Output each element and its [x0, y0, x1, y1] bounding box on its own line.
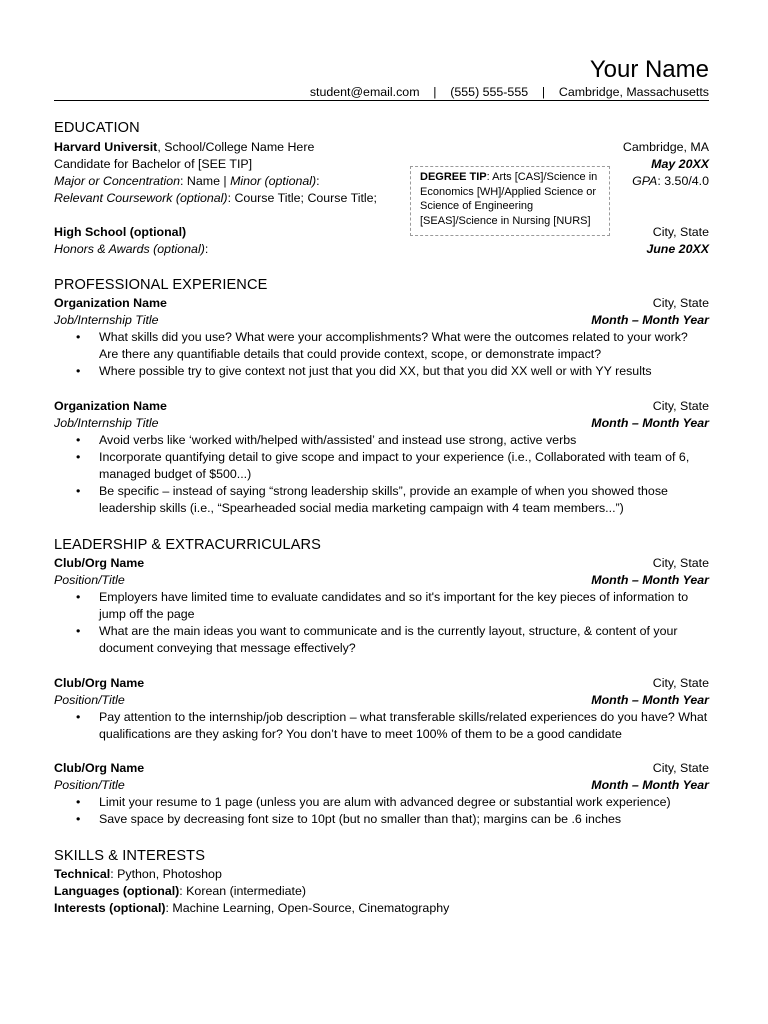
- skills-technical-row: [54, 866, 709, 883]
- experience-bullets: [54, 432, 709, 517]
- high-school-row: [54, 224, 709, 241]
- skill-value: : Machine Learning, Open-Source, Cinematography: [165, 901, 450, 915]
- organization-location: City, State: [652, 296, 709, 310]
- experience-bullets: [54, 329, 709, 380]
- honors-end: :: [204, 242, 209, 256]
- skill-label: Languages (optional): [54, 884, 180, 898]
- degree-date: May 20XX: [651, 157, 709, 171]
- club-name: Club/Org Name: [54, 761, 145, 775]
- experience-org-row: [54, 295, 709, 312]
- high-school-honors-row: [54, 241, 709, 258]
- job-title: Job/Internship Title: [54, 313, 159, 327]
- skill-value: : Korean (intermediate): [179, 884, 307, 898]
- high-school-date: June 20XX: [646, 242, 709, 256]
- school-name: Harvard Universit: [54, 140, 158, 154]
- bullet-item: • Limit your resume to 1 page (unless you are alum with advanced degree or substantial work experience): [54, 794, 709, 811]
- position-dates: Month – Month Year: [591, 778, 709, 792]
- coursework-label: Relevant Coursework (optional): [54, 191, 228, 205]
- position-title: Position/Title: [54, 778, 125, 792]
- education-school-row: [54, 139, 709, 156]
- job-dates: Month – Month Year: [591, 416, 709, 430]
- experience-role-row: [54, 312, 709, 329]
- major-label: Major or Concentration: [54, 174, 181, 188]
- club-location: City, State: [652, 676, 709, 690]
- position-title: Position/Title: [54, 573, 125, 587]
- position-dates: Month – Month Year: [591, 693, 709, 707]
- contact-line: student@email.com | (555) 555-555 | Cambridge, Massachusetts: [309, 85, 709, 99]
- club-location: City, State: [652, 761, 709, 775]
- major-line: [54, 173, 320, 190]
- education-coursework-row: [54, 190, 709, 207]
- coursework-value: : Course Title; Course Title;: [227, 191, 377, 205]
- degree-tip-label: DEGREE TIP: [420, 171, 487, 183]
- bullet-item: • Where possible try to give context not just that you did XX, but that you did XX well or with YY results: [54, 363, 709, 380]
- skill-value: : Python, Photoshop: [110, 867, 222, 881]
- job-dates: Month – Month Year: [591, 313, 709, 327]
- bullet-item: • Pay attention to the internship/job description – what transferable skills/related experiences do you have? What qualifications are they asking for? You don’t have to meet 100% of them to be a good candidate: [54, 709, 709, 743]
- section-title-education: EDUCATION: [54, 120, 140, 136]
- coursework-line: [54, 190, 377, 207]
- section-title-leadership: LEADERSHIP & EXTRACURRICULARS: [54, 537, 322, 553]
- experience-role-row: [54, 415, 709, 432]
- organization-name: Organization Name: [54, 399, 167, 413]
- leadership-org-row: [54, 760, 709, 777]
- club-location: City, State: [652, 556, 709, 570]
- school-line: [54, 139, 314, 156]
- honors-label: Honors & Awards (optional): [54, 242, 205, 256]
- section-title-skills: SKILLS & INTERESTS: [54, 848, 206, 864]
- organization-name: Organization Name: [54, 296, 167, 310]
- bullet-item: • Employers have limited time to evaluate candidates and so it's important for the key pieces of information to jump off the page: [54, 589, 709, 623]
- leadership-org-row: [54, 675, 709, 692]
- bullet-item: • Be specific – instead of saying “strong leadership skills”, provide an example of when you showed those leadership skills (i.e., “Spearheaded social media marketing campaign with 4 team members...”): [54, 483, 709, 517]
- education-major-row: [54, 173, 709, 190]
- bullet-item: • Avoid verbs like ‘worked with/helped with/assisted’ and instead use strong, active verbs: [54, 432, 709, 449]
- gpa-label: GPA: [632, 174, 658, 188]
- skills-interests-row: [54, 900, 709, 917]
- leadership-bullets: [54, 709, 709, 743]
- school-location: Cambridge, MA: [622, 140, 709, 154]
- leadership-role-row: [54, 692, 709, 709]
- high-school-location: City, State: [652, 225, 709, 239]
- skills-languages-row: [54, 883, 709, 900]
- leadership-bullets: [54, 794, 709, 828]
- header-divider: [54, 100, 709, 101]
- minor-end: :: [316, 174, 320, 188]
- leadership-role-row: [54, 572, 709, 589]
- leadership-org-row: [54, 555, 709, 572]
- skill-label: Technical: [54, 867, 111, 881]
- bullet-item: • What are the main ideas you want to communicate and is the currently layout, structure, & content of your document conveying that message effectively?: [54, 623, 709, 657]
- degree: Candidate for Bachelor of [SEE TIP]: [54, 157, 253, 171]
- gpa: [632, 173, 709, 190]
- major-value: : Name |: [180, 174, 231, 188]
- bullet-item: • Save space by decreasing font size to 10pt (but no smaller than that); margins can be .6 inches: [54, 811, 709, 828]
- experience-org-row: [54, 398, 709, 415]
- leadership-role-row: [54, 777, 709, 794]
- skill-label: Interests (optional): [54, 901, 166, 915]
- club-name: Club/Org Name: [54, 676, 145, 690]
- school-detail: , School/College Name Here: [157, 140, 315, 154]
- club-name: Club/Org Name: [54, 556, 145, 570]
- education-degree-row: [54, 156, 709, 173]
- minor-label: Minor (optional): [230, 174, 317, 188]
- leadership-bullets: [54, 589, 709, 657]
- bullet-item: • Incorporate quantifying detail to give scope and impact to your experience (i.e., Collaborated with team of 6, managed budget of $500...): [54, 449, 709, 483]
- position-title: Position/Title: [54, 693, 125, 707]
- organization-location: City, State: [652, 399, 709, 413]
- position-dates: Month – Month Year: [591, 573, 709, 587]
- gpa-value: : 3.50/4.0: [657, 174, 709, 188]
- bullet-item: • What skills did you use? What were your accomplishments? What were the outcomes related to your work? Are there any quantifiable details that could provide context, scope, or demonstrate impact?: [54, 329, 709, 363]
- candidate-name: Your Name: [589, 56, 709, 83]
- section-title-experience: PROFESSIONAL EXPERIENCE: [54, 277, 268, 293]
- high-school-name: High School (optional): [54, 225, 187, 239]
- job-title: Job/Internship Title: [54, 416, 159, 430]
- honors-line: [54, 241, 208, 258]
- degree-tip-text: : Arts [CAS]/Science in Economics [WH]/Applied Science or Science of Engineering [SEAS]/Science in Nursing [NURS]: [420, 171, 598, 227]
